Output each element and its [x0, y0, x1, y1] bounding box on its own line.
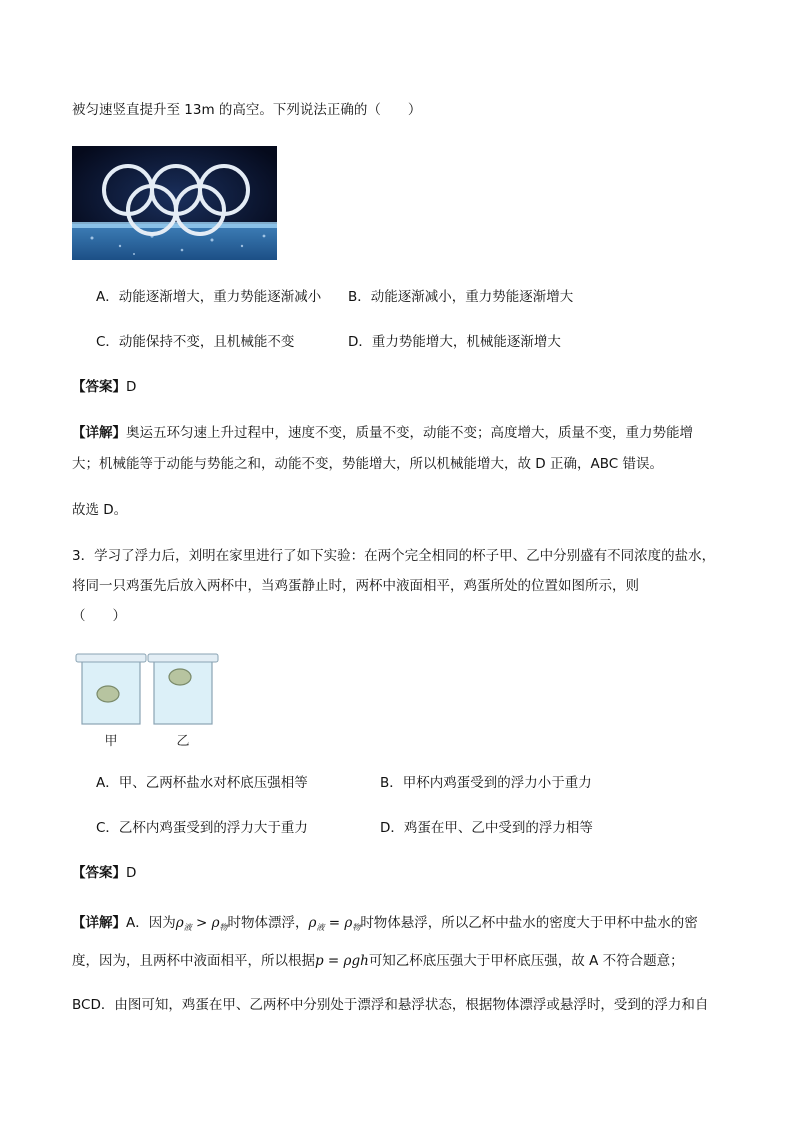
q3-detail-line-3: BCD．由图可知，鸡蛋在甲、乙两杯中分别处于漂浮和悬浮状态，根据物体漂浮或悬浮时，受到的浮力和自: [72, 997, 709, 1013]
q2-conclusion: 故选 D。: [72, 502, 128, 518]
q2-answer: [72, 377, 136, 397]
detail-label: 【详解】: [72, 425, 126, 441]
q3-detail-line-2: [72, 951, 684, 971]
q3-stem-line-2: 将同一只鸡蛋先后放入两杯中，当鸡蛋静止时，两杯中液面相平，鸡蛋所处的位置如图所示，则: [72, 578, 639, 594]
q2-detail-line-1: [72, 423, 693, 443]
detail-text: 时物体悬浮，所以乙杯中盐水的密度大于甲杯中盐水的密: [360, 915, 698, 931]
rho-object: $\rho_物$: [211, 915, 228, 932]
q2-stem: 被匀速竖直提升至 13m 的高空。下列说法正确的（ ）: [72, 102, 422, 118]
q3-answer: [72, 863, 136, 883]
greater-than: >: [191, 915, 212, 931]
beaker-jia: [76, 654, 146, 724]
detail-text: 可知乙杯底压强大于甲杯底压强，故 A 不符合题意；: [368, 953, 684, 969]
q3-option-d: D．鸡蛋在甲、乙中受到的浮力相等: [380, 820, 593, 836]
rho-liquid: $\rho_液$: [308, 915, 325, 932]
beaker-label-yi: 乙: [176, 734, 190, 749]
q3-option-c: C．乙杯内鸡蛋受到的浮力大于重力: [96, 820, 308, 836]
q2-option-d: D．重力势能增大，机械能逐渐增大: [348, 334, 561, 350]
q3-stem-line-3: （ ）: [72, 608, 126, 624]
beakers-figure: [72, 650, 222, 750]
answer-label: 【答案】: [72, 379, 126, 395]
detail-text: 度，因为，且两杯中液面相平，所以根据: [72, 953, 315, 969]
q3-option-b: B．甲杯内鸡蛋受到的浮力小于重力: [380, 775, 592, 791]
detail-label: 【详解】: [72, 915, 126, 931]
answer-value: D: [126, 865, 137, 881]
q3-detail-line-1: [72, 913, 698, 938]
detail-text: 奥运五环匀速上升过程中，速度不变，质量不变，动能不变；高度增大，质量不变，重力势能增: [126, 425, 693, 441]
q3-stem-line-1: 3．学习了浮力后，刘明在家里进行了如下实验：在两个完全相同的杯子甲、乙中分别盛有不同浓度的盐水，: [72, 548, 716, 564]
answer-label: 【答案】: [72, 865, 126, 881]
answer-value: D: [126, 379, 137, 395]
equals: =: [324, 915, 345, 931]
q2-detail-line-2: 大；机械能等于动能与势能之和，动能不变，势能增大，所以机械能增大，故 D 正确，ABC 错误。: [72, 456, 663, 472]
q2-option-b: B．动能逐渐减小，重力势能逐渐增大: [348, 289, 574, 305]
beaker-yi: [148, 654, 218, 724]
detail-text: 时物体漂浮，: [227, 915, 309, 931]
olympic-rings-photo: [72, 146, 277, 260]
beaker-label-jia: 甲: [104, 734, 118, 749]
q2-option-a: A．动能逐渐增大，重力势能逐渐减小: [96, 289, 322, 305]
detail-text: A．因为: [126, 915, 176, 931]
rho-liquid: $\rho_液$: [175, 915, 192, 932]
pressure-formula: p = ρgh: [315, 953, 369, 969]
q3-option-a: A．甲、乙两杯盐水对杯底压强相等: [96, 775, 308, 791]
q2-option-c: C．动能保持不变，且机械能不变: [96, 334, 295, 350]
rho-object: $\rho_物$: [344, 915, 361, 932]
